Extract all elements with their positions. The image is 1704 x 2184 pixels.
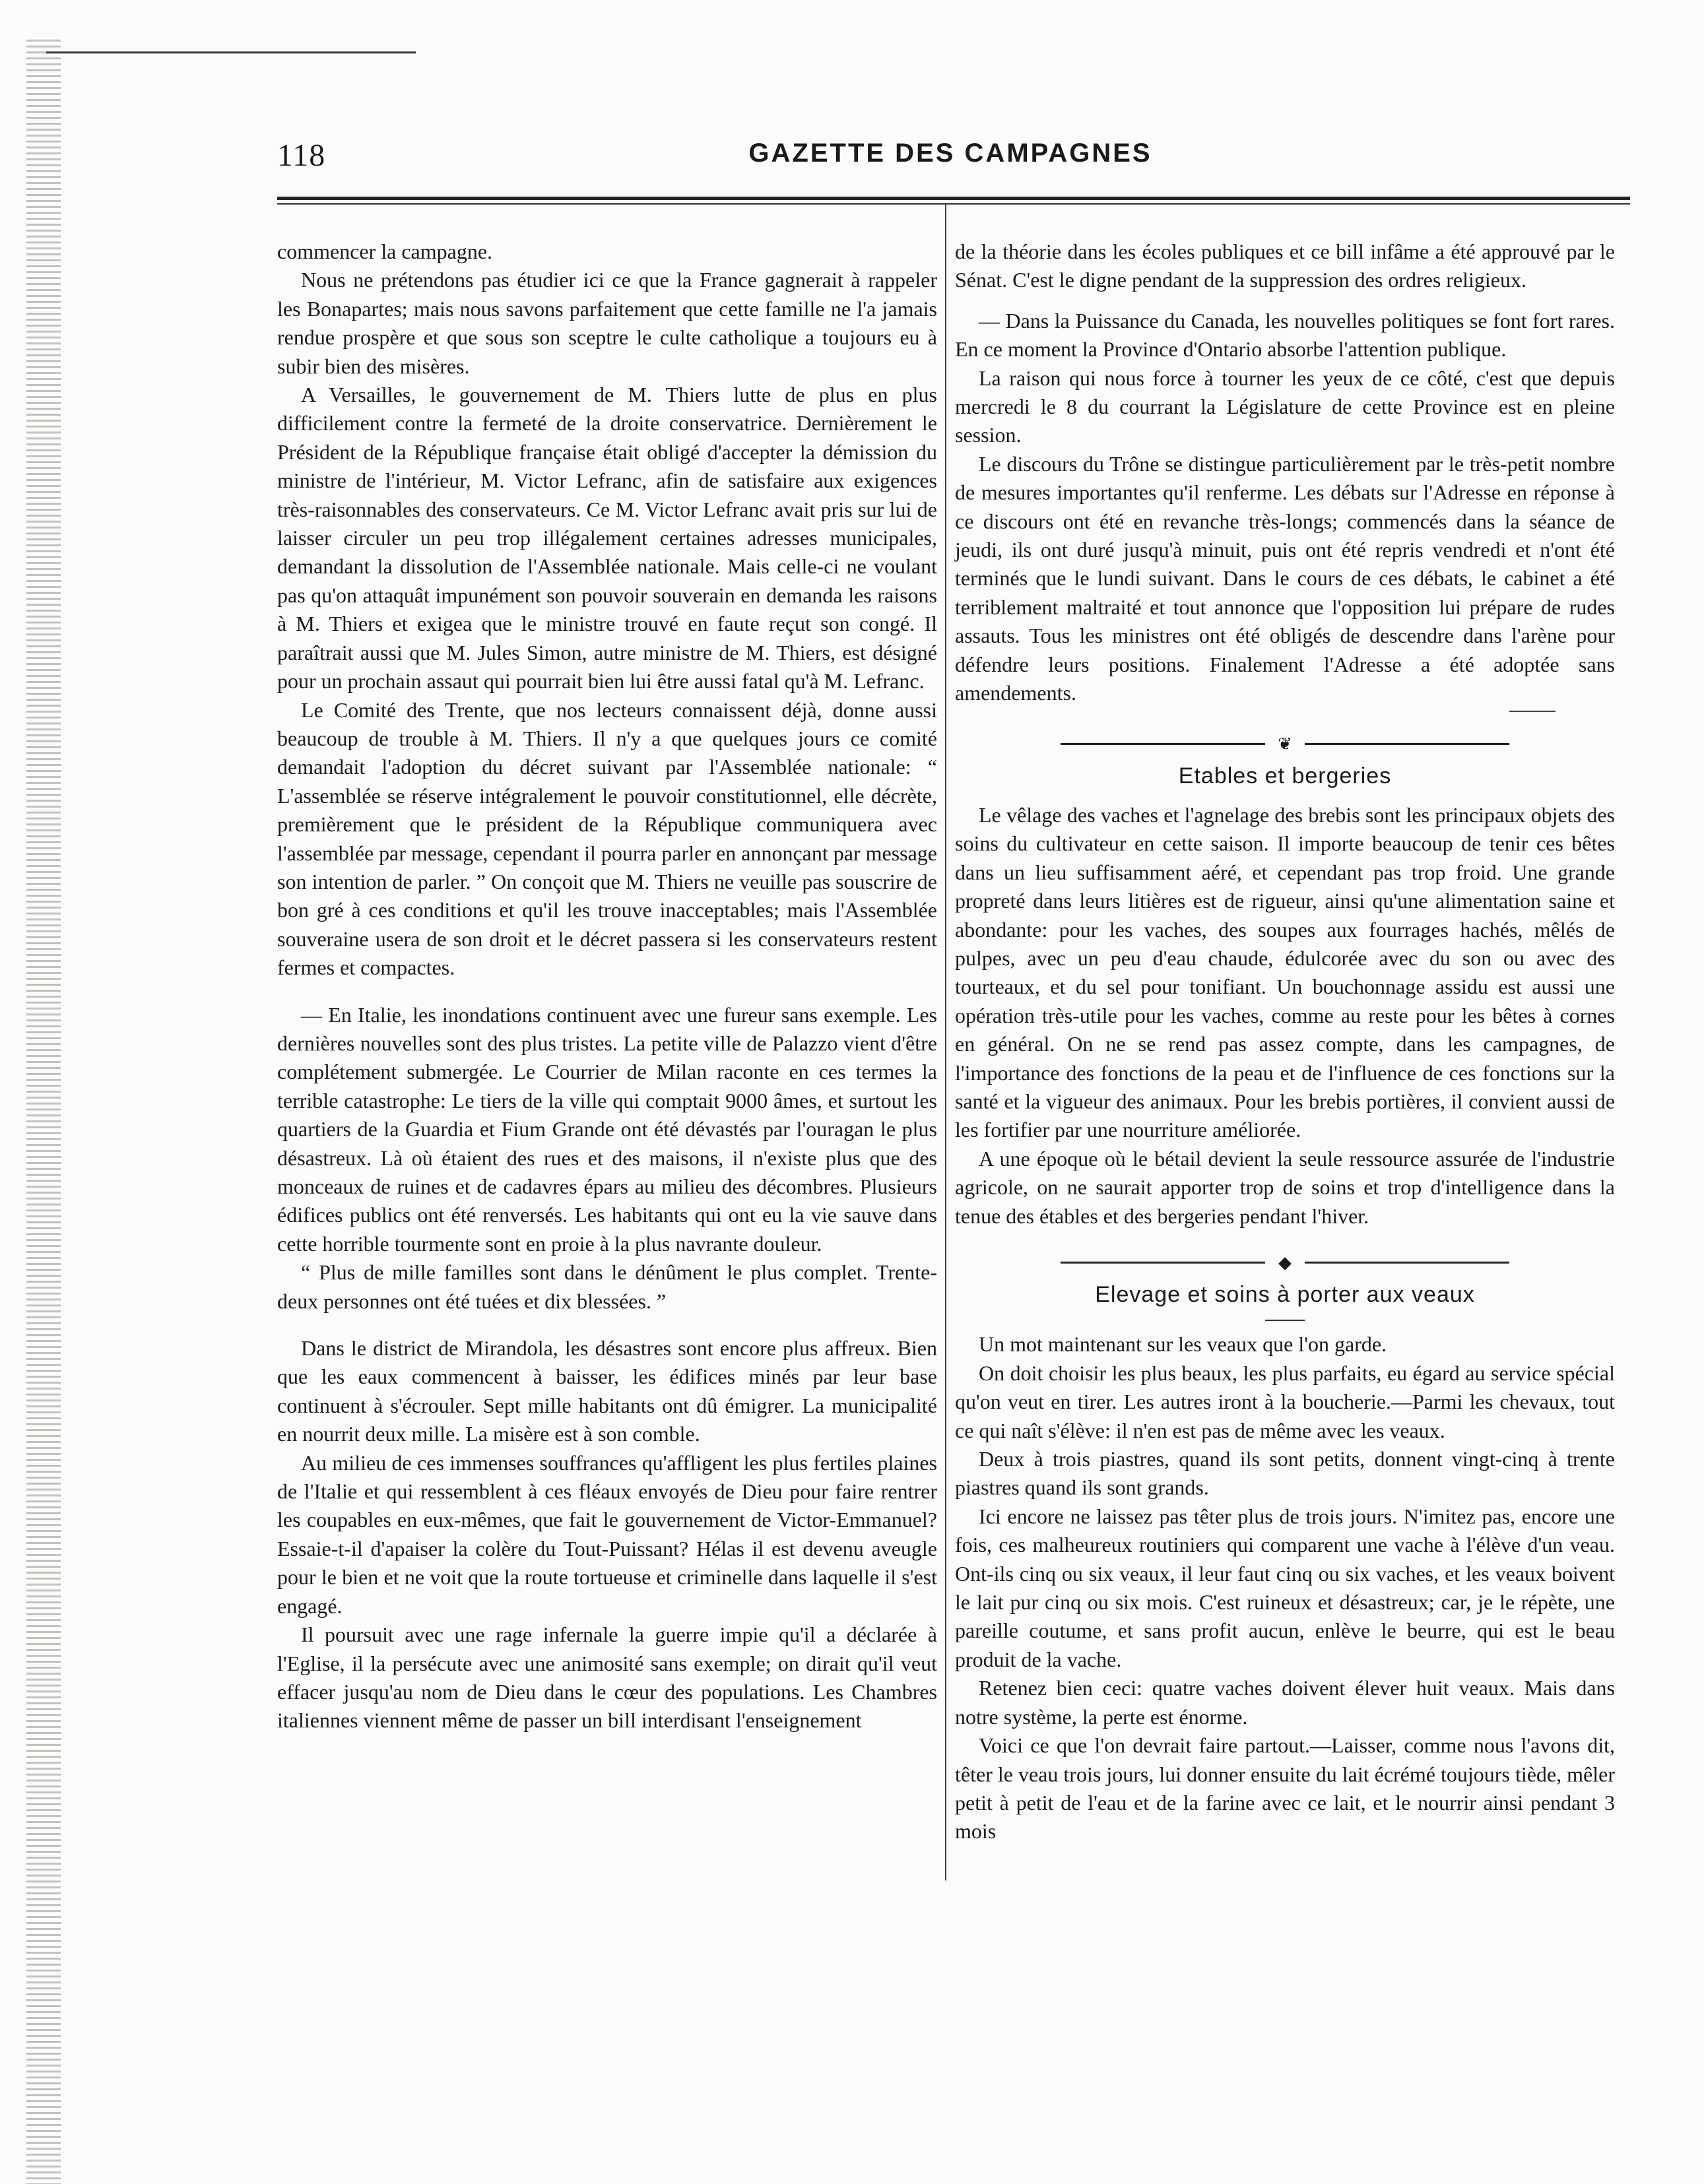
scan-binding-edge: [26, 40, 61, 2184]
paragraph: Au milieu de ces immenses souffrances qu'affligent les plus fertiles plaines de l'Italie et qui ressemblent à ces fléaux envoyés de Dieu pour faire rentrer les coupables en eux-mêmes, que fait le gouvernement de Victor-Emmanuel? Essaie-t-il d'apaiser la colère du Tout-Puissant? Hélas il est devenu aveugle pour le bien et ne voit que la route tortueuse et criminelle dans laquelle il s'est engagé.: [277, 1450, 937, 1618]
paragraph: Voici ce que l'on devrait faire partout.—Laisser, comme nous l'avons dit, têter le veau trois jours, lui donner ensuite du lait écrémé toujours tiède, mêler petit à petit de l'eau et de la farine avec ce lait, et le nourrir ainsi pendant 3 mois: [955, 1733, 1615, 1844]
paragraph: de la théorie dans les écoles publiques et ce bill infâme a été approuvé par le Sénat. C'est le digne pendant de la suppression des ordres religieux.: [955, 240, 1615, 292]
end-rule: [1509, 711, 1556, 712]
header-rule-thin: [277, 203, 1630, 205]
column-divider: [945, 205, 946, 1880]
right-column: [955, 238, 1615, 1846]
paragraph: Nous ne prétendons pas étudier ici ce que la France gagnerait à rappeler les Bonapartes; mais nous savons parfaitement que cette famille ne l'a jamais rendue prospère et que sous son sceptre le culte catholique a toujours eu à subir bien des misères.: [277, 268, 937, 378]
header-rule-thick: [277, 197, 1630, 200]
journal-title: GAZETTE DES CAMPAGNES: [748, 139, 1152, 168]
left-column: [277, 238, 937, 1735]
paragraph: “ Plus de mille familles sont dans le dénûment le plus complet. Trente-deux personnes ont été tuées et dix blessées. ”: [277, 1260, 937, 1313]
ornament-flourish-icon: ❦: [1278, 734, 1292, 754]
section-ornament: [955, 1253, 1615, 1273]
paragraph: Le vêlage des vaches et l'agnelage des brebis sont les principaux objets des soins du cultivateur en cette saison. Il importe beaucoup de tenir ces bêtes dans un lieu suffisamment aéré, et cependant pas trop froid. Une grande propreté dans leurs litières est de rigueur, ainsi qu'une alimentation saine et abondante: pour les vaches, des soupes aux fourrages hachés, mêlés de pulpes, avec un peu d'eau chaude, édulcorée avec du son ou avec des tourteaux, et du sel pour tonifiant. Un bouchonnage assidu est aussi une opération très-utile pour les vaches, comme au reste pour les bêtes à cornes en général. On ne se rend pas assez compte, dans les campagnes, de l'importance des fonctions de la peau et de l'influence de ces fonctions sur la santé et la vigueur des animaux. Pour les brebis portières, il convient aussi de les fortifier par une nourriture améliorée.: [955, 802, 1615, 1142]
paragraph: La raison qui nous force à tourner les yeux de ce côté, c'est que depuis mercredi le 8 du courrant la Législature de cette Province est en pleine session.: [955, 366, 1615, 447]
ornament-line: [1305, 1262, 1509, 1264]
paragraph: Deux à trois piastres, quand ils sont petits, donnent vingt-cinq à trente piastres quand ils sont grands.: [955, 1447, 1615, 1500]
paragraph: commencer la campagne.: [277, 240, 493, 263]
scan-top-rule: [46, 51, 416, 53]
paragraph: — En Italie, les inondations continuent avec une fureur sans exemple. Les dernières nouvelles sont des plus tristes. La petite ville de Palazzo vient d'être complétement submergée. Le Courrier de Milan raconte en ces termes la terrible catastrophe: Le tiers de la ville qui comptait 9000 âmes, et surtout les quartiers de la Guardia et Fium Grande ont été dévastés par l'ouragan le plus désastreux. Là où étaient des rues et des maisons, il n'existe plus que des monceaux de ruines et de cadavres épars au milieu des décombres. Plusieurs édifices publics ont été renversés. Les habitants qui ont eu la vie sauve dans cette horrible tourmente sont en proie à la plus navrante douleur.: [277, 1002, 937, 1256]
section-ornament: [955, 734, 1615, 754]
paragraph: A une époque où le bétail devient la seule ressource assurée de l'industrie agricole, on ne saurait apporter trop de soins et trop d'intelligence dans la tenue des étables et des bergeries pendant l'hiver.: [955, 1146, 1615, 1228]
paragraph: Un mot maintenant sur les veaux que l'on garde.: [979, 1332, 1387, 1357]
paragraph: Dans le district de Mirandola, les désastres sont encore plus affreux. Bien que les eaux commencent à baisser, les édifices minés par leur base continuent à s'écrouler. Sept mille habitants ont dû émigrer. La municipalité en nourrit deux mille. La misère est à son comble.: [277, 1336, 937, 1446]
paragraph: On doit choisir les plus beaux, les plus parfaits, eu égard au service spécial qu'on veut en tirer. Les autres iront à la boucherie.—Parmi les chevaux, tout ce qui naît s'élève: il n'en est pas de même avec les veaux.: [955, 1361, 1615, 1442]
heading-underline: [1265, 1320, 1305, 1321]
ornament-line: [1061, 743, 1265, 745]
paragraph: Retenez bien ceci: quatre vaches doivent élever huit veaux. Mais dans notre système, la perte est énorme.: [955, 1676, 1615, 1729]
paragraph: Il poursuit avec une rage infernale la guerre impie qu'il a déclarée à l'Eglise, il la persécute avec une animosité sans exemple; on dirait qu'il veut effacer jusqu'au nom de Dieu dans le cœur des populations. Les Chambres italiennes viennent même de passer un bill interdisant l'enseignement: [277, 1622, 937, 1733]
section-heading-etables: Etables et bergeries: [1178, 763, 1392, 788]
paragraph: Le discours du Trône se distingue particulièrement par le très-petit nombre de mesures importantes qu'il renferme. Les débats sur l'Adresse en réponse à ce discours ont été en revanche très-longs; commencés dans la séance de jeudi, ils ont duré jusqu'à minuit, puis ont été repris vendredi et n'ont été terminés que le lundi suivant. Dans le cours de ces débats, le cabinet a été terriblement maltraité et tout annonce que l'opposition lui prépare de rudes assauts. Tous les ministres ont été obligés de descendre dans l'arène pour défendre leurs positions. Finalement l'Adresse a été adoptée sans amendements.: [955, 451, 1615, 705]
paragraph: A Versailles, le gouvernement de M. Thiers lutte de plus en plus difficilement contre la fermeté de la droite conservatrice. Dernièrement le Président de la République française était obligé d'accepter la démission du ministre de l'intérieur, M. Victor Lefranc, afin de satisfaire aux exigences très-raisonnables des conservateurs. Ce M. Victor Lefranc avait pris sur lui de laisser circuler un peu trop illégalement certaines adresses municipales, demandant la dissolution de l'Assemblée nationale. Mais celle-ci ne voulant pas qu'on attaquât impunément son pouvoir souverain en demanda les raisons à M. Thiers et exigea que le ministre trouvé en faute reçut son congé. Il paraîtrait aussi que M. Jules Simon, autre ministre de M. Thiers, est désigné pour un prochain assaut qui pourrait bien lui être aussi fatal qu'à M. Lefranc.: [277, 383, 937, 693]
ornament-dot-icon: ◆: [1278, 1253, 1292, 1272]
section-heading-elevage: Elevage et soins à porter aux veaux: [1095, 1282, 1475, 1307]
page-header: [264, 131, 1637, 177]
page-number: 118: [277, 138, 326, 173]
paragraph: — Dans la Puissance du Canada, les nouvelles politiques se font fort rares. En ce moment la Province d'Ontario absorbe l'attention publique.: [955, 308, 1615, 362]
paragraph: Le Comité des Trente, que nos lecteurs connaissent déjà, donne aussi beaucoup de trouble à M. Thiers. Il n'y a que quelques jours ce comité demandait l'adoption du décret suivant par l'Assemblée nationale: “ L'assemblée se réserve intégralement le pouvoir constitutionnel, elle décrète, premièrement que le président de la République communiquera avec l'assemblée par message, cependant il pourra parler en annonçant par message son intention de parler. ” On conçoit que M. Thiers ne veuille pas souscrire de bon gré à ces conditions et qu'il les trouve inacceptables; mais l'Assemblée souveraine usera de son droit et le décret passera si les conservateurs restent fermes et compactes.: [277, 697, 937, 980]
ornament-line: [1061, 1262, 1265, 1264]
paragraph: Ici encore ne laissez pas têter plus de trois jours. N'imitez pas, encore une fois, ces malheureux routiniers qui comparent une vache à l'élève d'un veau. Ont-ils cinq ou six veaux, il leur faut cinq ou six vaches, et les veaux boivent le lait pur cinq ou six mois. C'est ruineux et désastreux; car, je le répète, une pareille coutume, et sans profit aucun, enlève le beurre, qui est le beau produit de la vache.: [955, 1504, 1615, 1671]
ornament-line: [1305, 743, 1509, 745]
